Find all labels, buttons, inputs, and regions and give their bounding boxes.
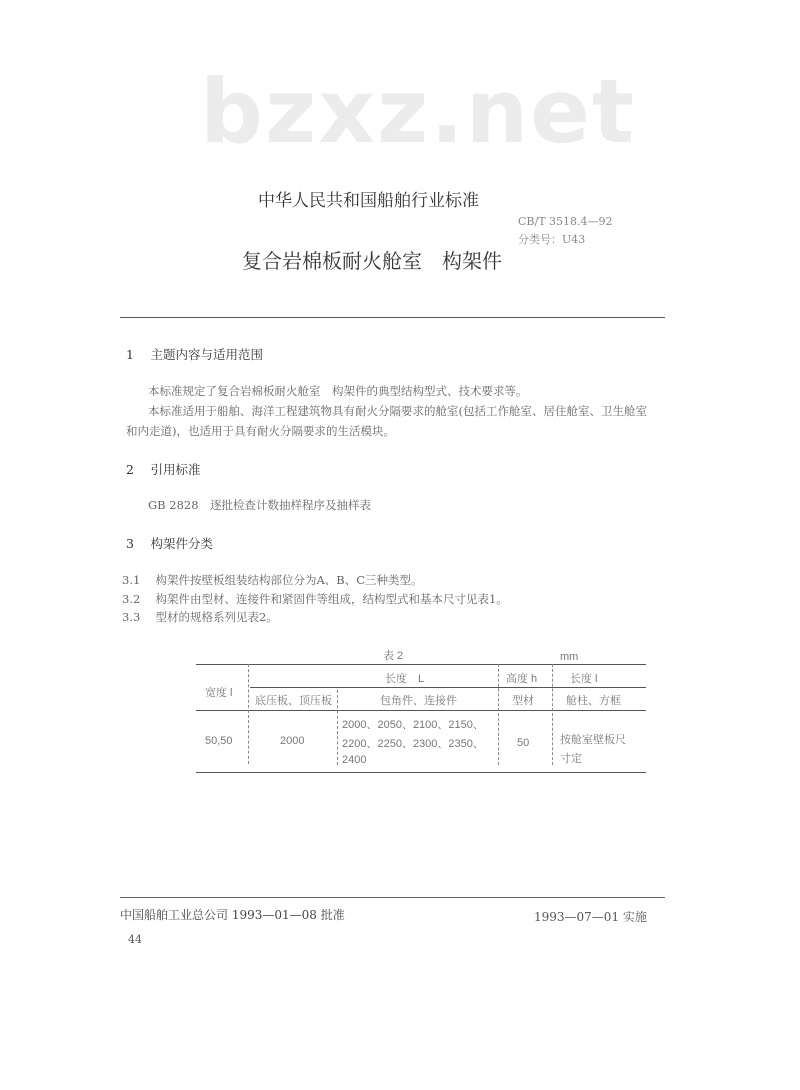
watermark: bzxz.net: [200, 60, 637, 163]
page-number: 44: [128, 933, 142, 946]
paragraph: 和内走道)，也适用于具有耐火分隔要求的生活模块。: [126, 424, 395, 438]
cell-connector-lengths-3: 2400: [342, 754, 367, 766]
section-1-heading: 1 主题内容与适用范围: [126, 347, 263, 362]
section-3-heading: 3 构架件分类: [126, 536, 213, 551]
section-2-heading: 2 引用标准: [126, 462, 201, 477]
header-length: 长度 L: [385, 673, 425, 685]
cell-post-length-1: 按舱室壁板尺: [560, 734, 626, 746]
subheader-connectors: 包角件、连接件: [380, 695, 457, 707]
header-height: 高度 h: [506, 673, 538, 685]
clause-3-3: 3.3 型材的规格系列见表2。: [122, 610, 278, 624]
clause-3-1: 3.1 构架件按壁板组装结构部位分为A、B、C三种类型。: [122, 573, 423, 587]
subheader-posts: 舱柱、方框: [566, 695, 621, 707]
subheader-profile: 型材: [512, 695, 534, 707]
org-title: 中华人民共和国船舶行业标准: [258, 191, 479, 211]
cell-connector-lengths-1: 2000、2050、2100、2150、: [342, 719, 484, 731]
subheader-plates: 底压板、顶压板: [255, 695, 332, 707]
document-title: 复合岩棉板耐火舱室 构架件: [242, 249, 502, 273]
cell-height: 50: [517, 737, 530, 749]
header-rule: [120, 317, 665, 318]
paragraph: 本标准规定了复合岩棉板耐火舱室 构架件的典型结构型式、技术要求等。: [148, 384, 528, 398]
cell-width: 50,50: [205, 735, 233, 747]
table-caption: 表 2: [383, 650, 404, 662]
cell-connector-lengths-2: 2200、2250、2300、2350、: [342, 738, 484, 750]
standard-code: CB/T 3518.4—92: [518, 215, 613, 228]
issuer-line: 中国船舶工业总公司 1993—01—08 批准: [120, 908, 345, 922]
effective-date: 1993—07—01 实施: [534, 910, 647, 924]
clause-3-2: 3.2 构架件由型材、连接件和紧固件等组成，结构型式和基本尺寸见表1。: [122, 592, 508, 606]
table-unit: mm: [560, 651, 579, 663]
header-length-l: 长度 l: [570, 673, 598, 685]
cell-plate-length: 2000: [280, 735, 305, 747]
class-number: 分类号：U43: [518, 233, 586, 246]
standard-code-block: [518, 213, 613, 249]
cell-post-length-2: 寸定: [560, 753, 582, 765]
paragraph: 本标准适用于船舶、海洋工程建筑物具有耐火分隔要求的舱室(包括工作舱室、居住舱室、卫生舱室: [148, 404, 647, 418]
footer-rule: [120, 897, 665, 898]
header-width: 宽度 l: [205, 687, 233, 699]
reference-standard: GB 2828 逐批检查计数抽样程序及抽样表: [148, 498, 372, 512]
